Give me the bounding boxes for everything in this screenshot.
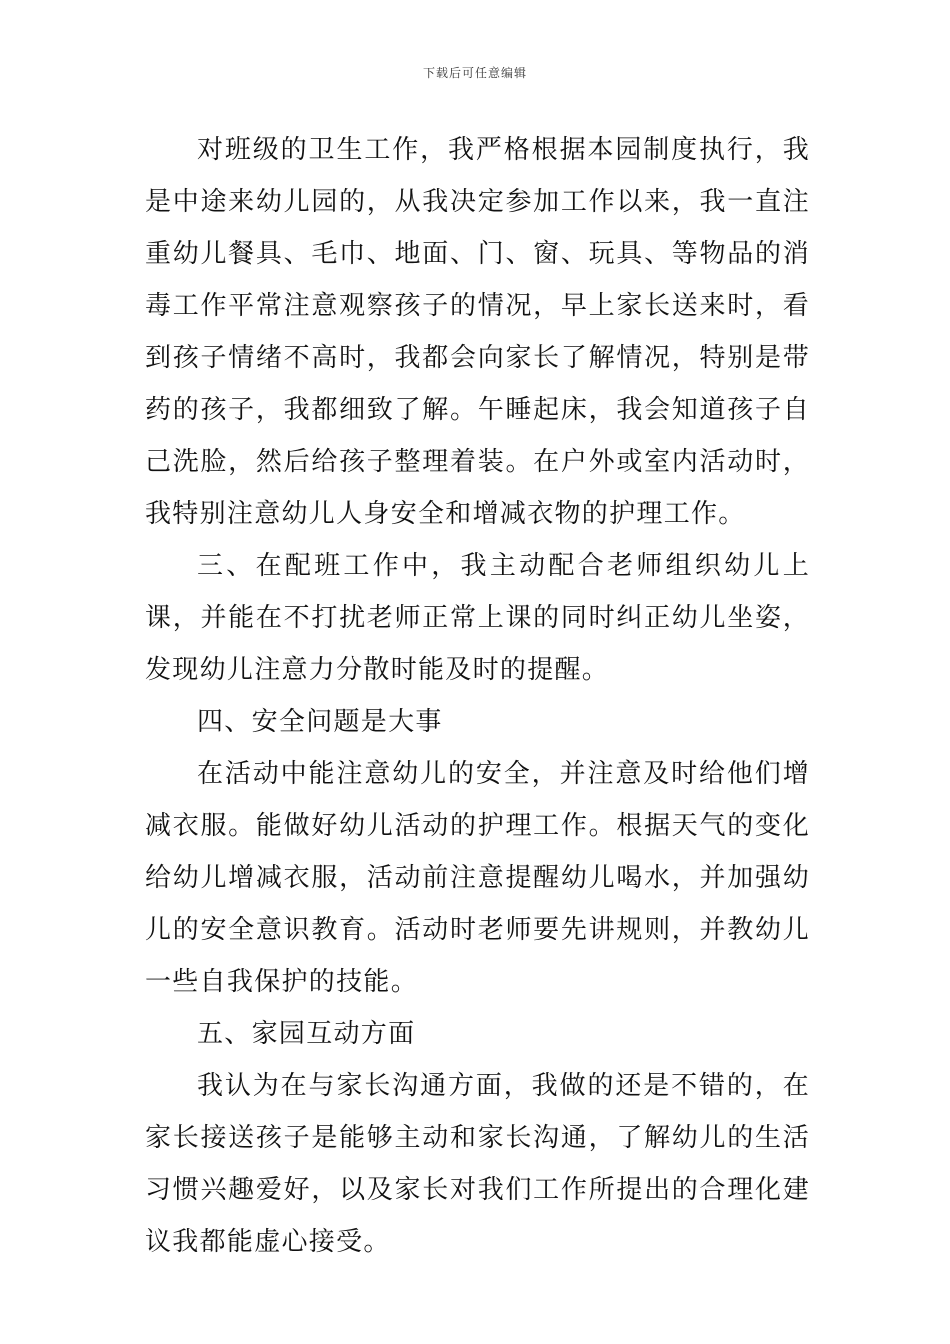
document-body bbox=[145, 124, 810, 1268]
paragraph-home-school: 我认为在与家长沟通方面，我做的还是不错的，在家长接送孩子是能够主动和家长沟通，了解幼儿的生活习惯兴趣爱好，以及家长对我们工作所提出的合理化建议我都能虚心接受。 bbox=[145, 1071, 810, 1257]
paragraph-safety: 在活动中能注意幼儿的安全，并注意及时给他们增减衣服。能做好幼儿活动的护理工作。根据天气的变化给幼儿增减衣服，活动前注意提醒幼儿喝水，并加强幼儿的安全意识教育。活动时老师要先讲规则，并教幼儿一些自我保护的技能。 bbox=[145, 759, 810, 997]
heading-section-four: 四、安全问题是大事 bbox=[197, 707, 443, 737]
paragraph-hygiene-work: 对班级的卫生工作，我严格根据本园制度执行，我是中途来幼儿园的，从我决定参加工作以来，我一直注重幼儿餐具、毛巾、地面、门、窗、玩具、等物品的消毒工作平常注意观察孩子的情况，早上家长送来时，看到孩子情绪不高时，我都会向家长了解情况，特别是带药的孩子，我都细致了解。午睡起床，我会知道孩子自己洗脸，然后给孩子整理着装。在户外或室内活动时，我特别注意幼儿人身安全和增减衣物的护理工作。 bbox=[145, 135, 810, 529]
paragraph-section-three: 三、在配班工作中，我主动配合老师组织幼儿上课，并能在不打扰老师正常上课的同时纠正幼儿坐姿，发现幼儿注意力分散时能及时的提醒。 bbox=[145, 551, 810, 685]
header-note: 下载后可任意编辑 bbox=[422, 66, 527, 80]
heading-section-five: 五、家园互动方面 bbox=[197, 1019, 416, 1049]
